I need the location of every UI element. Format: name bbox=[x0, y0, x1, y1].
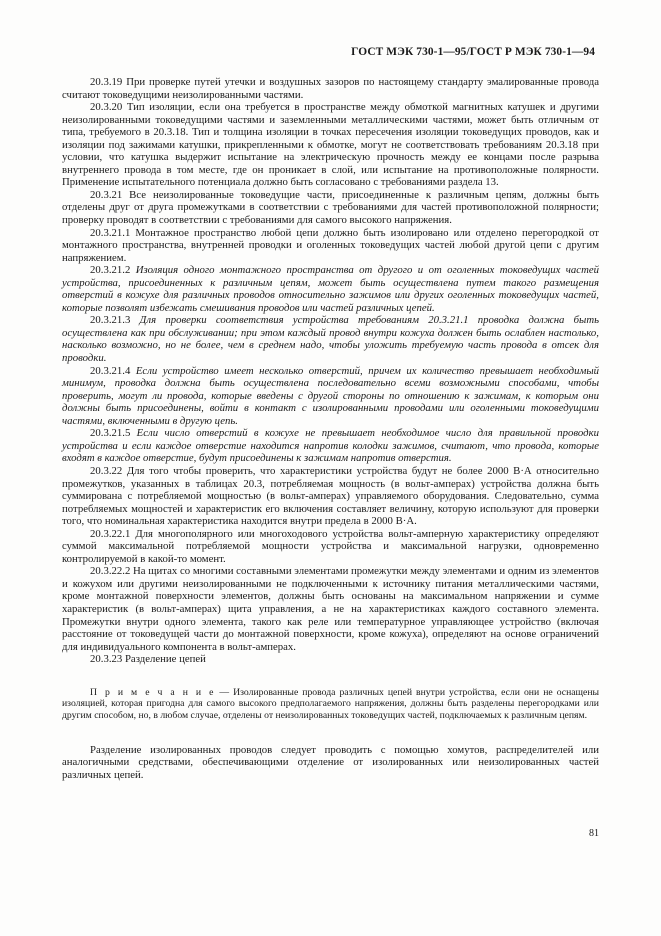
paragraph-20-3-19 bbox=[62, 76, 599, 101]
clause-text: Для проверки соответствия устройства требованиям 20.3.21.1 проводка должна быть осуществлена как при обслуживании; при этом каждый провод внутри кожуха должен быть ослаблен настолько, насколько возможно, но не более, чем в среднем надо, чтобы уложить требуемую часть провода в отсек для проводки. bbox=[62, 314, 599, 365]
note-block bbox=[62, 687, 599, 722]
note-label: П р и м е ч а н и е bbox=[90, 686, 216, 698]
clause-text: Для того чтобы проверить, что характеристики устройства будут не более 2000 В·А относительно промежутков, указанных в таблицах 20.3, потребляемая мощность (в вольт-амперах) устройства должна быть суммирована с потребляемой мощностью (в вольт-амперах) управляемого оборудования. Следовательно, сумма потребляемых мощностей и характеристик его включения составляет величину, которую используют для проверки того, что номинальная характеристика находится внутри предела в 2000 В·А. bbox=[62, 464, 599, 528]
clause-number: 20.3.22 bbox=[90, 464, 123, 477]
clause-number: 20.3.21.1 bbox=[90, 226, 131, 239]
paragraph-20-3-20 bbox=[62, 101, 599, 189]
clause-text: Для многополярного или многоходового устройства вольт-амперную характеристику определяют суммой максимальной потребляемой мощности устройства и максимальной нагрузки, одновременно контролируемой в какой-то момент. bbox=[62, 527, 599, 565]
page-header: ГОСТ МЭК 730-1—95/ГОСТ Р МЭК 730-1—94 bbox=[351, 46, 595, 58]
note-text: — Изолированные провода различных цепей внутри устройства, если они не оснащены изоляцией, которая пригодна для самого высокого предполагаемого напряжения, должны быть разделены перегородками или другим способом, но, в любом случае, отделены от неизолированных токоведущих частей, подключаемых к различным цепям. bbox=[62, 686, 600, 722]
clause-number: 20.3.20 bbox=[90, 101, 123, 114]
clause-number: 20.3.21.4 bbox=[90, 364, 131, 377]
clause-number: 20.3.22.1 bbox=[90, 527, 131, 540]
clause-text: Разделение цепей bbox=[122, 653, 206, 666]
clause-number: 20.3.23 bbox=[90, 653, 123, 666]
clause-text: Монтажное пространство любой цепи должно быть изолировано или отделено перегородкой от монтажного пространства, внутренней проводки и оголенных токоведущих частей любой другой цепи с другим напряжением. bbox=[62, 226, 599, 264]
paragraph-20-3-23 bbox=[62, 653, 599, 666]
clause-number: 20.3.21.5 bbox=[90, 427, 131, 440]
paragraph-20-3-21-4 bbox=[62, 365, 599, 428]
paragraph-20-3-21-3 bbox=[62, 314, 599, 364]
clause-text: Если число отверстий в кожухе не превышает необходимое число для правильной проводки устройства и если каждое отверстие находится напротив колодки зажимов, считают, что провода, которые входят в каждое отверстие, будут присоединены к зажимам напротив отверстия. bbox=[62, 427, 599, 465]
clause-text: Тип изоляции, если она требуется в пространстве между обмоткой магнитных катушек и другими неизолированными токоведущими частями и заземленными металлическими частями, может быть отличным от типа, требуемого в 20.3.18. Тип и толщина изоляции в точках пересечения изоляции токоведущих проводов, как и изоляции под зажимами катушки, прикрепленными к обмотке, могут не соответствовать требованиям 20.3.18 при условии, что катушка выдержит испытание на электрическую прочность между ее концами после разрыва внутреннего провода в том месте, где он проникает в слой, или испытание на противоположные полярности. Применение испытательного потенциала должно быть согласовано с требованиями раздела 13. bbox=[62, 101, 599, 189]
clause-number: 20.3.21 bbox=[90, 188, 123, 201]
clause-text: Все неизолированные токоведущие части, присоединенные к различным цепям, должны быть отделены друг от друга промежутками в соответствии с требованиями для частей противоположной полярности; проверку проводят в соответствии с требованиями для самого высокого напряжения. bbox=[62, 188, 599, 227]
clause-text: При проверке путей утечки и воздушных зазоров по настоящему стандарту эмалированные провода считают токоведущими неизолированными частями. bbox=[62, 76, 599, 101]
page-content bbox=[62, 76, 599, 781]
page-number: 81 bbox=[589, 828, 599, 839]
paragraph-20-3-21-2 bbox=[62, 264, 599, 314]
final-paragraph: Разделение изолированных проводов следует проводить с помощью хомутов, распределителей или аналогичными средствами, обеспечивающими отделение от изолированных или неизолированных частей различных цепей. bbox=[62, 743, 599, 781]
clause-text: Если устройство имеет несколько отверстий, причем их количество превышает необходимый минимум, проводка должна быть осуществлена последовательно всеми возможными способами, чтобы проверить, могут ли провода, которые введены с другой стороны по отношению к зажимам, к которым они должны быть присоединены, войти в контакт с изолированными проводами или оголенными токоведущими частями, включенными в другую цепь. bbox=[62, 364, 599, 427]
clause-text: На щитах со многими составными элементами промежутки между элементами и одним из элементов и кожухом или другими неизолированными не подключенными к источнику питания металлическими частями, кроме монтажной поверхности элементов, должны быть основаны на максимальном напряжении и сумме характеристик (в вольт-амперах) щита управления, а не на характеристиках каждого составного элемента. Промежутки внутри одного элемента, такого как реле или температурное управляющее устройство (включая расстояние от токоведущей части до монтажной поверхности, кроме кожуха), определяют на основе ограничений для индивидуального компонента в вольт-амперах. bbox=[62, 565, 599, 653]
paragraph-20-3-21-5 bbox=[62, 427, 599, 465]
paragraph-20-3-22-1 bbox=[62, 528, 599, 566]
paragraph-20-3-22 bbox=[62, 465, 599, 528]
clause-text: Изоляция одного монтажного пространства от другого и от оголенных токоведущих частей устройства, присоединенных к различным цепям, может быть осуществлена путем такого размещения отверстий в кожухе для различных проводов относительно зажимов или других оголенных токоведущих частей, которые позволят избежать смешивания проводов или частей различных цепей. bbox=[62, 264, 599, 314]
paragraph-20-3-21 bbox=[62, 189, 599, 227]
paragraph-20-3-22-2 bbox=[62, 565, 599, 653]
clause-number: 20.3.21.2 bbox=[90, 264, 131, 277]
clause-number: 20.3.22.2 bbox=[90, 565, 131, 578]
clause-number: 20.3.21.3 bbox=[90, 314, 131, 327]
clause-number: 20.3.19 bbox=[90, 76, 123, 88]
paragraph-20-3-21-1 bbox=[62, 227, 599, 265]
